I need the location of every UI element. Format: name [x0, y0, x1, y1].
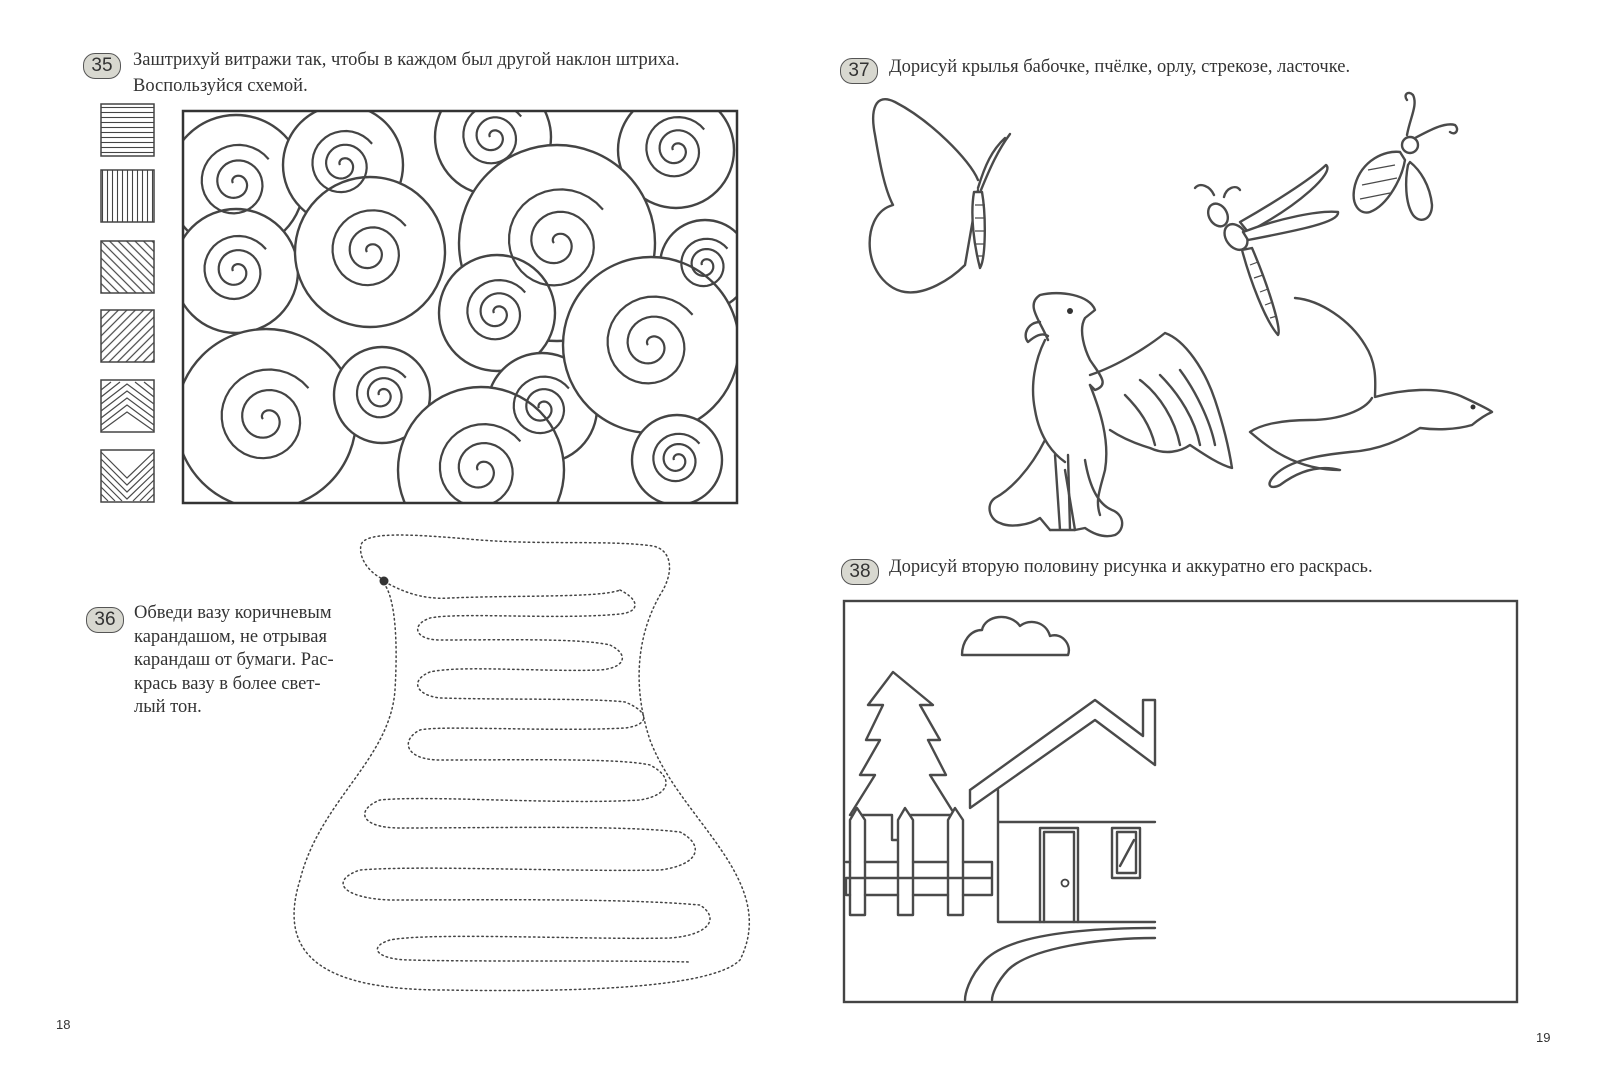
task-36-line-1: Обведи вазу коричневым [134, 603, 332, 623]
task-37-instruction: Дорисуй крылья бабочке, пчёлке, орлу, стрекозе, ласточке. [889, 57, 1351, 77]
right-page-number: 19 [1536, 1030, 1551, 1045]
task-37-badge: 37 [840, 58, 878, 84]
task-36-line-2: карандашом, не отрывая [134, 626, 327, 647]
task-35-badge: 35 [83, 53, 121, 79]
left-page-number: 18 [56, 1017, 71, 1032]
task-36-line-4: крась вазу в более свет- [134, 673, 321, 694]
task-35-line-1: Заштрихуй витражи так, чтобы в каждом был другой наклон штриха. [133, 50, 680, 70]
task-38-badge: 38 [841, 559, 879, 585]
fence [846, 808, 992, 915]
house [965, 700, 1155, 1000]
cloud [962, 617, 1069, 655]
task-36-line-5: лый тон. [134, 697, 202, 717]
task-38-instruction: Дорисуй вторую половину рисунка и аккуратно его раскрась. [889, 557, 1373, 577]
task-36-badge: 36 [86, 607, 124, 633]
task-36-line-3: карандаш от бумаги. Рас- [134, 650, 334, 670]
task-35-line-2: Воспользуйся схемой. [133, 76, 308, 96]
